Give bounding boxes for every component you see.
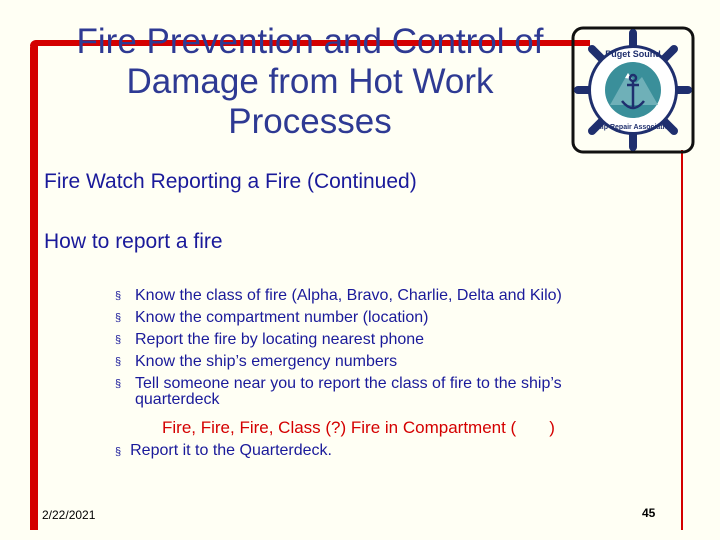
- list-item: [115, 329, 655, 351]
- bullet-text: Tell someone near you to report the class of fire to the ship’s: [135, 375, 562, 392]
- logo-bottom-text: Ship Repair Association: [592, 124, 674, 131]
- bullet-marker: §: [115, 378, 122, 390]
- list-item: [115, 442, 332, 460]
- bullet-continuation: quarterdeck: [135, 391, 220, 408]
- list-item: [115, 351, 655, 373]
- bullet-marker: §: [115, 356, 122, 368]
- list-item: [115, 285, 655, 307]
- bullet-marker: §: [115, 290, 122, 302]
- bullet-text: Know the compartment number (location): [135, 309, 429, 326]
- callout-text: Fire, Fire, Fire, Class (?) Fire in Compartment ( ): [162, 418, 555, 437]
- bullet-marker: §: [115, 334, 122, 346]
- page-number: 45: [642, 506, 656, 520]
- bullet-marker: §: [115, 312, 122, 324]
- frame-right-line: [681, 150, 683, 530]
- list-item: [115, 373, 655, 408]
- bullet-text: Know the ship’s emergency numbers: [135, 353, 398, 370]
- bullet-list: [115, 285, 655, 408]
- frame-left-line: [30, 40, 38, 530]
- list-item: [115, 307, 655, 329]
- ship-wheel-logo-icon: [570, 25, 696, 155]
- bullet-text: Report the fire by locating nearest phone: [135, 331, 425, 348]
- bullet-text: Know the class of fire (Alpha, Bravo, Charlie, Delta and Kilo): [135, 287, 562, 304]
- bullet-text: Report it to the Quarterdeck.: [130, 442, 332, 459]
- bullet-marker: §: [115, 446, 122, 458]
- section-heading: How to report a fire: [44, 230, 223, 253]
- slide-date: 2/22/2021: [42, 508, 96, 522]
- slide-subtitle: Fire Watch Reporting a Fire (Continued): [44, 170, 417, 193]
- slide-title: Fire Prevention and Control of Damage from Hot Work Processes: [76, 22, 544, 141]
- logo-top-text: Puget Sound: [605, 49, 661, 59]
